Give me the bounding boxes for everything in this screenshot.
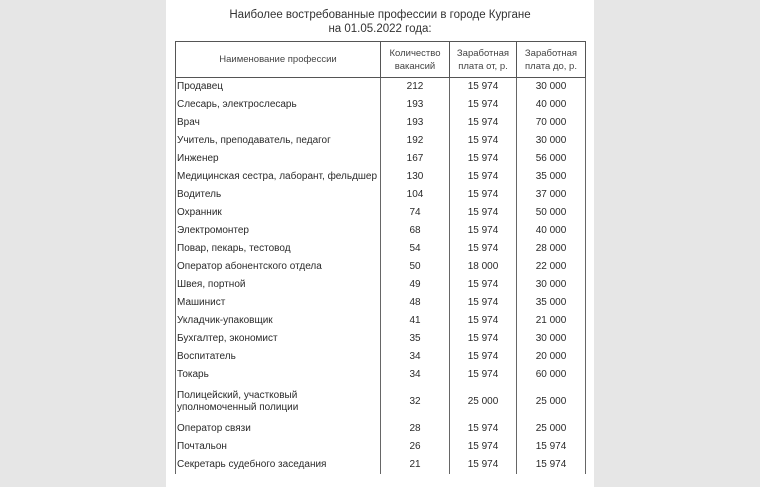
profession-cell: Инженер [176,150,381,168]
table-row [176,294,586,312]
salary-to-cell: 25 000 [517,384,586,420]
table-row [176,168,586,186]
salary-from-cell: 15 974 [450,420,517,438]
vacancies-cell: 21 [381,456,450,474]
salary-from-cell: 15 974 [450,294,517,312]
salary-to-cell: 30 000 [517,276,586,294]
profession-cell: Продавец [176,78,381,97]
professions-table [175,41,586,474]
profession-cell: Полицейский, участковый уполномоченный полиции [176,384,381,420]
salary-to-cell: 21 000 [517,312,586,330]
salary-from-cell: 15 974 [450,222,517,240]
salary-to-cell: 22 000 [517,258,586,276]
salary-to-cell: 37 000 [517,186,586,204]
vacancies-cell: 50 [381,258,450,276]
vacancies-cell: 212 [381,78,450,97]
salary-to-cell: 15 974 [517,456,586,474]
table-row [176,438,586,456]
profession-cell: Электромонтер [176,222,381,240]
profession-cell: Оператор абонентского отдела [176,258,381,276]
profession-cell: Швея, портной [176,276,381,294]
salary-to-cell: 30 000 [517,78,586,97]
header-salary-from: Заработная плата от, р. [450,42,517,78]
salary-from-cell: 15 974 [450,312,517,330]
salary-to-cell: 20 000 [517,348,586,366]
vacancies-cell: 167 [381,150,450,168]
vacancies-cell: 41 [381,312,450,330]
salary-to-cell: 28 000 [517,240,586,258]
profession-cell: Водитель [176,186,381,204]
salary-from-cell: 15 974 [450,168,517,186]
salary-to-cell: 40 000 [517,222,586,240]
table-row [176,222,586,240]
salary-to-cell: 40 000 [517,96,586,114]
vacancies-cell: 28 [381,420,450,438]
vacancies-cell: 192 [381,132,450,150]
salary-to-cell: 25 000 [517,420,586,438]
profession-cell: Повар, пекарь, тестовод [176,240,381,258]
table-row [176,312,586,330]
vacancies-cell: 35 [381,330,450,348]
table-row [176,330,586,348]
salary-from-cell: 18 000 [450,258,517,276]
document-page [166,0,594,487]
vacancies-cell: 74 [381,204,450,222]
table-row [176,420,586,438]
table-row [176,240,586,258]
salary-to-cell: 56 000 [517,150,586,168]
profession-cell: Секретарь судебного заседания [176,456,381,474]
salary-from-cell: 15 974 [450,186,517,204]
salary-to-cell: 50 000 [517,204,586,222]
profession-cell: Воспитатель [176,348,381,366]
profession-cell: Медицинская сестра, лаборант, фельдшер [176,168,381,186]
salary-from-cell: 15 974 [450,96,517,114]
vacancies-cell: 34 [381,366,450,384]
title-line-1: Наиболее востребованные профессии в городе Кургане [229,9,531,21]
profession-cell: Почтальон [176,438,381,456]
table-row [176,384,586,420]
table-row [176,348,586,366]
profession-cell: Укладчик-упаковщик [176,312,381,330]
salary-from-cell: 15 974 [450,456,517,474]
table-header-row [176,42,586,78]
table-row [176,186,586,204]
profession-cell: Токарь [176,366,381,384]
salary-from-cell: 15 974 [450,132,517,150]
table-row [176,114,586,132]
header-salary-to: Заработная плата до, р. [517,42,586,78]
salary-from-cell: 15 974 [450,366,517,384]
salary-to-cell: 30 000 [517,132,586,150]
title-line-2: на 01.05.2022 года: [328,23,432,35]
profession-cell: Врач [176,114,381,132]
salary-to-cell: 70 000 [517,114,586,132]
document-title [166,8,594,36]
vacancies-cell: 49 [381,276,450,294]
salary-from-cell: 15 974 [450,114,517,132]
salary-to-cell: 35 000 [517,168,586,186]
salary-from-cell: 15 974 [450,276,517,294]
vacancies-cell: 26 [381,438,450,456]
profession-cell: Слесарь, электрослесарь [176,96,381,114]
profession-cell: Охранник [176,204,381,222]
profession-cell: Учитель, преподаватель, педагог [176,132,381,150]
salary-to-cell: 60 000 [517,366,586,384]
table-row [176,366,586,384]
table-row [176,258,586,276]
salary-from-cell: 15 974 [450,204,517,222]
vacancies-cell: 193 [381,96,450,114]
profession-cell: Машинист [176,294,381,312]
vacancies-cell: 193 [381,114,450,132]
table-row [176,150,586,168]
vacancies-cell: 68 [381,222,450,240]
header-vacancies: Количество вакансий [381,42,450,78]
salary-from-cell: 15 974 [450,240,517,258]
vacancies-cell: 54 [381,240,450,258]
vacancies-cell: 32 [381,384,450,420]
table-row [176,456,586,474]
vacancies-cell: 104 [381,186,450,204]
salary-from-cell: 15 974 [450,78,517,97]
vacancies-cell: 130 [381,168,450,186]
salary-to-cell: 30 000 [517,330,586,348]
table-row [176,276,586,294]
salary-to-cell: 35 000 [517,294,586,312]
salary-from-cell: 15 974 [450,150,517,168]
salary-from-cell: 25 000 [450,384,517,420]
salary-from-cell: 15 974 [450,348,517,366]
vacancies-cell: 48 [381,294,450,312]
salary-to-cell: 15 974 [517,438,586,456]
salary-from-cell: 15 974 [450,438,517,456]
table-row [176,132,586,150]
table-row [176,96,586,114]
vacancies-cell: 34 [381,348,450,366]
header-profession: Наименование профессии [176,42,381,78]
profession-cell: Бухгалтер, экономист [176,330,381,348]
salary-from-cell: 15 974 [450,330,517,348]
profession-cell: Оператор связи [176,420,381,438]
table-row [176,78,586,97]
table-row [176,204,586,222]
